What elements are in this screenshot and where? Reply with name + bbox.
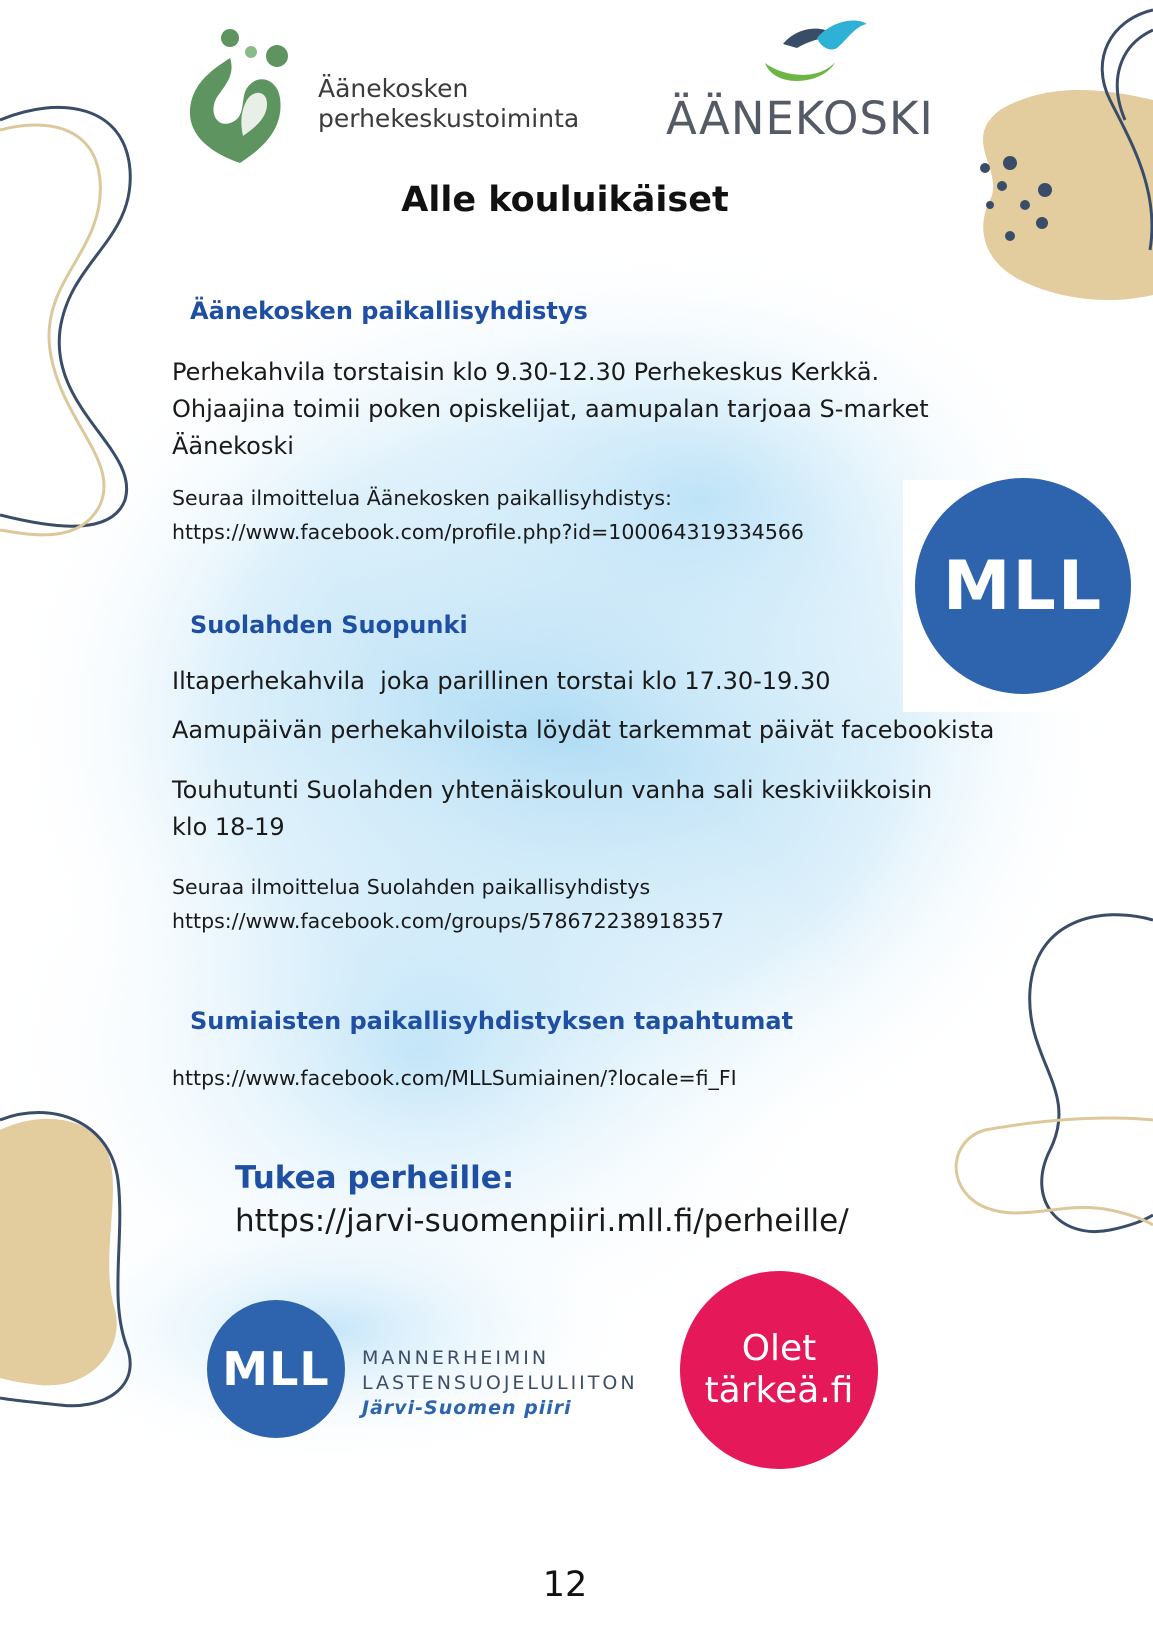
section-line: Aamupäivän perhekahviloista löydät tarkemmat päivät facebookista bbox=[172, 716, 995, 744]
mll-logo-text bbox=[362, 1346, 638, 1421]
facebook-link[interactable]: https://www.facebook.com/groups/578672238918357 bbox=[172, 909, 725, 933]
body-line: klo 18-19 bbox=[172, 813, 285, 841]
facebook-link[interactable]: https://www.facebook.com/profile.php?id=100064319334566 bbox=[172, 520, 804, 544]
perhekeskus-logo-text-line1: Äänekosken bbox=[318, 74, 469, 103]
mll-badge-text: MLL bbox=[942, 546, 1104, 626]
section-line: Iltaperhekahvila joka parillinen torstai klo 17.30-19.30 bbox=[172, 667, 831, 695]
mll-logo-line1: MANNERHEIMIN bbox=[362, 1347, 550, 1369]
olet-line1: Olet bbox=[741, 1328, 817, 1369]
body-line: Ohjaajina toimii poken opiskelijat, aamupalan tarjoaa S-market bbox=[172, 395, 929, 423]
body-line: Perhekahvila torstaisin klo 9.30-12.30 Perhekeskus Kerkkä. bbox=[172, 358, 880, 386]
mll-logo-mark-text: MLL bbox=[222, 1342, 330, 1396]
aanekoski-logo-text: ÄÄNEKOSKI bbox=[666, 92, 934, 145]
page-number: 12 bbox=[542, 1565, 588, 1605]
section-heading-sumiainen: Sumiaisten paikallisyhdistyksen tapahtumat bbox=[190, 1007, 794, 1035]
follow-label: Seuraa ilmoittelua Suolahden paikallisyhdistys bbox=[172, 875, 651, 899]
olet-tarkea-logo bbox=[680, 1271, 878, 1469]
mll-logo-line2: LASTENSUOJELULIITON bbox=[362, 1372, 638, 1394]
follow-block-aanekoski bbox=[172, 481, 804, 549]
mll-logo-line3: Järvi-Suomen piiri bbox=[362, 1397, 572, 1419]
body-line: Touhutunti Suolahden yhtenäiskoulun vanha sali keskiviikkoisin bbox=[172, 776, 933, 804]
perhekeskus-logo-text-line2: perhekeskustoiminta bbox=[318, 104, 580, 133]
dot bbox=[980, 163, 990, 173]
follow-label: Seuraa ilmoittelua Äänekosken paikallisyhdistys: bbox=[172, 486, 672, 510]
facebook-link[interactable]: https://www.facebook.com/MLLSumiainen/?locale=fi_FI bbox=[172, 1066, 737, 1090]
perhekeskus-logo-mark bbox=[185, 28, 295, 163]
follow-block-suolahti bbox=[172, 870, 724, 938]
dot bbox=[1005, 231, 1015, 241]
aanekoski-logo-mark bbox=[745, 18, 875, 90]
beige-curve bbox=[956, 1118, 1153, 1225]
body-line: Äänekoski bbox=[172, 432, 294, 460]
navy-curve bbox=[1030, 915, 1153, 1232]
page-title: Alle kouluikäiset bbox=[401, 180, 729, 220]
dot bbox=[1003, 156, 1017, 170]
tukea-link[interactable]: https://jarvi-suomenpiiri.mll.fi/perheille/ bbox=[235, 1203, 849, 1239]
olet-line2: tärkeä.fi bbox=[704, 1370, 854, 1411]
mll-logo-circle bbox=[207, 1300, 345, 1438]
beige-blob bbox=[0, 1119, 117, 1386]
section-heading-aanekoski: Äänekosken paikallisyhdistys bbox=[190, 297, 588, 325]
mll-badge bbox=[915, 478, 1131, 694]
tukea-label: Tukea perheille: bbox=[235, 1160, 515, 1196]
section-heading-suolahti: Suolahden Suopunki bbox=[190, 611, 468, 639]
section-body-touhutunti bbox=[172, 772, 932, 846]
section-body-aanekoski bbox=[172, 354, 929, 465]
